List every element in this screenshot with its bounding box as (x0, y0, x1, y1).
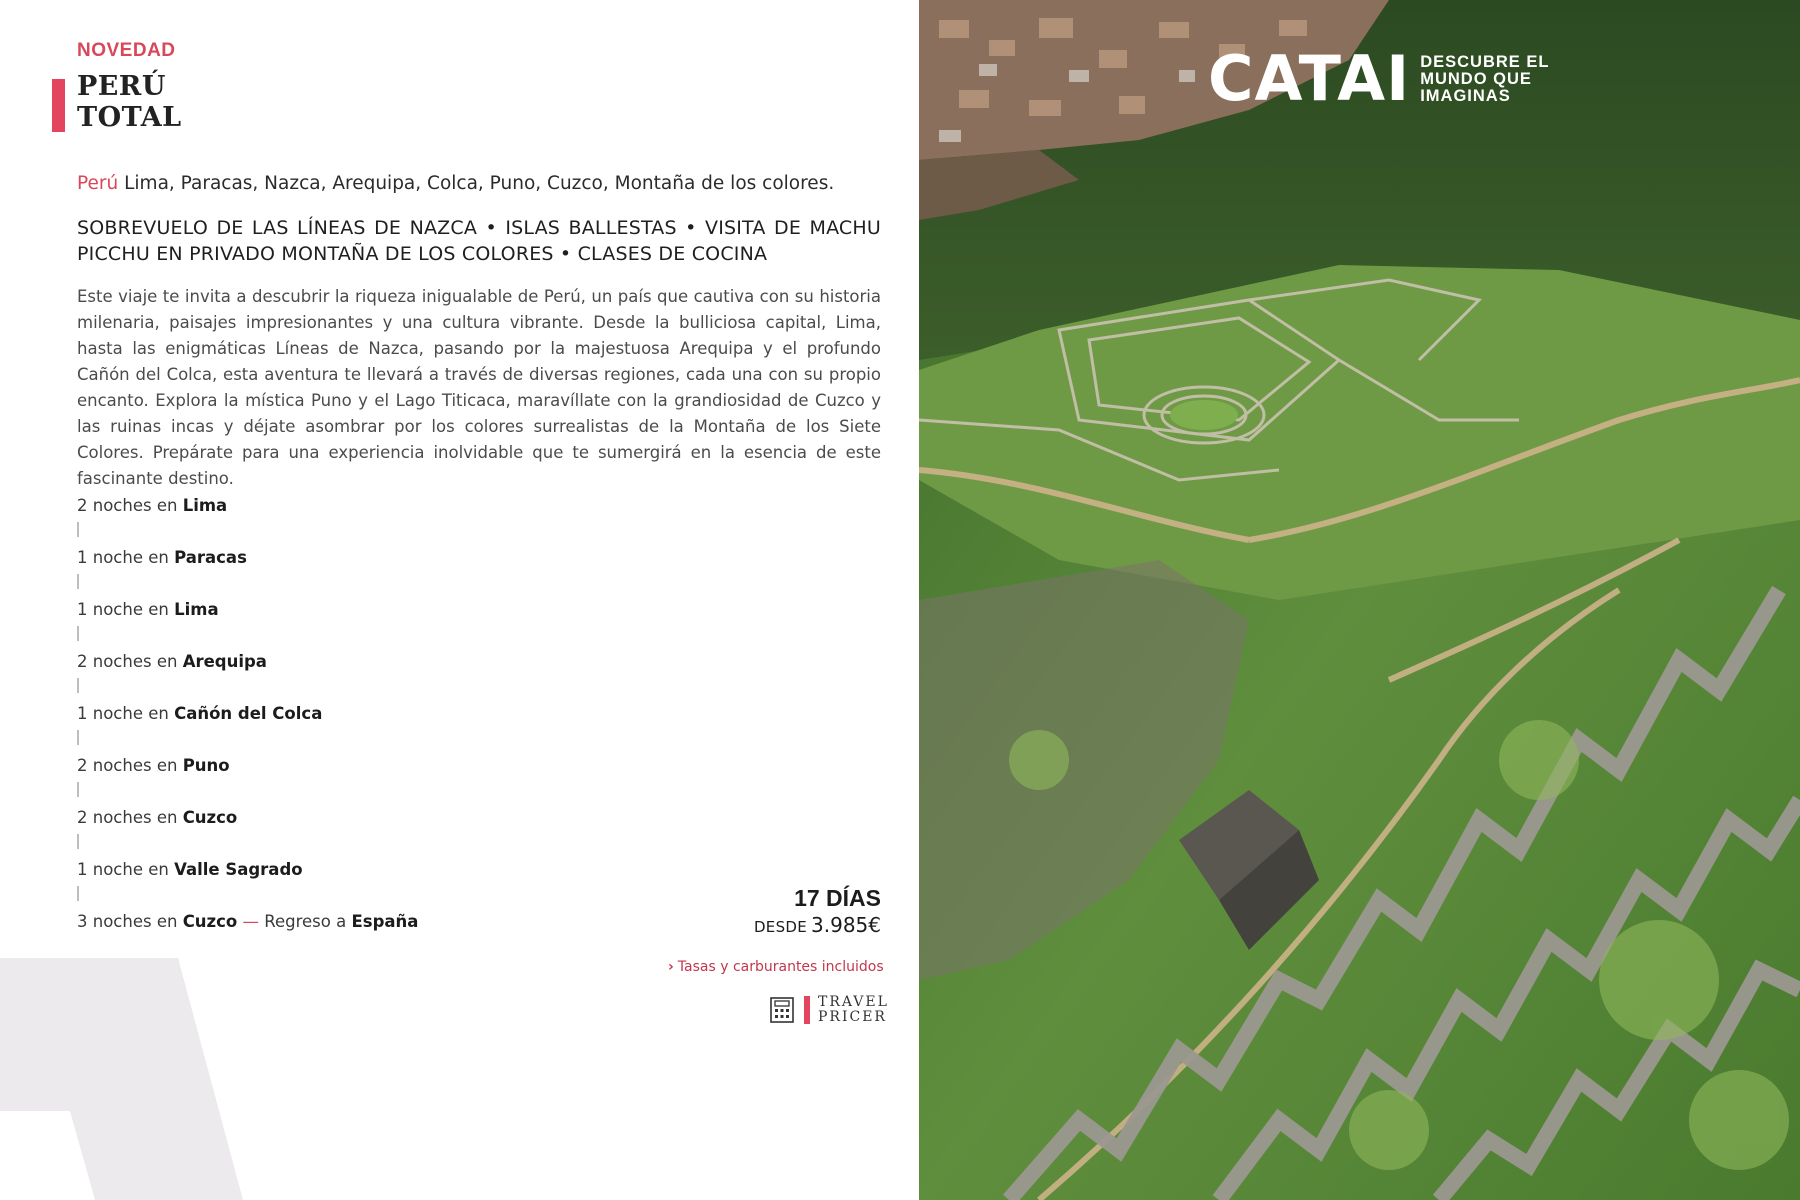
itinerary-separator (77, 886, 79, 901)
itinerary-separator (77, 782, 79, 797)
itinerary-separator (77, 522, 79, 537)
brand-name: CATAI (1208, 42, 1411, 115)
title-line-2: TOTAL (77, 102, 182, 133)
itinerary-separator (77, 834, 79, 849)
travel-pricer-line-1: TRAVEL (818, 994, 889, 1010)
itinerary-item (77, 701, 418, 753)
itinerary-place: Valle Sagrado (174, 860, 303, 879)
travel-pricer-text (818, 995, 889, 1025)
itinerary-nights: 1 noche en (77, 548, 169, 567)
itinerary-place: Cuzco (182, 912, 238, 931)
itinerary-item (77, 805, 418, 857)
itinerary-separator (77, 678, 79, 693)
brand-tagline (1420, 54, 1549, 105)
itinerary-item (77, 753, 418, 805)
itinerary-place: Lima (174, 600, 219, 619)
itinerary-item (77, 857, 418, 909)
page-title (77, 71, 182, 133)
itinerary-nights: 3 noches en (77, 912, 178, 931)
brand-tagline-line-2: MUNDO QUE (1420, 69, 1532, 88)
itinerary-item (77, 545, 418, 597)
kicker-label: NOVEDAD (77, 40, 176, 61)
right-page (919, 0, 1800, 1200)
route-country: Perú (77, 173, 119, 194)
route-line (77, 173, 897, 194)
itinerary-nights: 1 noche en (77, 860, 169, 879)
itinerary-nights: 2 noches en (77, 652, 178, 671)
route-places: Lima, Paracas, Nazca, Arequipa, Colca, Puno, Cuzco, Montaña de los colores. (124, 173, 835, 194)
title-line-1: PERÚ (77, 71, 166, 102)
itinerary-return-place: España (351, 912, 419, 931)
itinerary-nights: 1 noche en (77, 600, 169, 619)
itinerary-place: Lima (182, 496, 228, 515)
itinerary-separator (77, 574, 79, 589)
aerial-ruins-photo (919, 0, 1800, 1200)
itinerary-dash: — (242, 912, 260, 931)
itinerary-separator (77, 626, 79, 641)
itinerary-nights: 2 noches en (77, 808, 178, 827)
taxes-note[interactable] (668, 959, 884, 975)
taxes-note-text: Tasas y carburantes incluidos (677, 959, 884, 975)
itinerary-list (77, 493, 418, 961)
itinerary-item (77, 597, 418, 649)
title-accent-bar (52, 79, 65, 132)
itinerary-nights: 2 noches en (77, 496, 178, 515)
itinerary-place: Cuzco (182, 808, 238, 827)
calculator-icon (770, 997, 794, 1023)
trip-highlights: SOBREVUELO DE LAS LÍNEAS DE NAZCA • ISLAS BALLESTAS • VISITA DE MACHU PICCHU EN PRIVADO MONTAÑA DE LOS COLORES • CLASES DE COCINA (77, 217, 881, 265)
trip-duration: 17 DÍAS (794, 885, 881, 911)
itinerary-place: Cañón del Colca (174, 704, 323, 723)
itinerary-place: Puno (182, 756, 230, 775)
price-amount: 3.985€ (811, 913, 881, 937)
price-from (461, 912, 881, 940)
price-box (461, 884, 881, 940)
itinerary-place: Paracas (174, 548, 247, 567)
trip-description: Este viaje te invita a descubrir la riqueza inigualable de Perú, un país que cautiva con su historia milenaria, paisajes impresionantes y una cultura vibrante. Desde la bulliciosa capital, Lima, hasta las enigmáticas Líneas de Nazca, pasando por la majestuosa Arequipa y el profundo Cañón del Colca, esta aventura te llevará a través de diversas regiones, cada una con su propio encanto. Explora la mística Puno y el Lago Titicaca, maravíllate con la grandiosidad de Cuzco y las ruinas incas y déjate asombrar por los colores surrealistas de la Montaña de los Siete Colores. Prepárate para una experiencia inolvidable que te sumergirá en la esencia de este fascinante destino. (77, 287, 881, 488)
travel-pricer-logo (770, 995, 889, 1025)
price-from-label: DESDE (753, 918, 808, 936)
brand-tagline-line-3: IMAGINAS (1420, 86, 1511, 105)
travel-pricer-line-2: PRICER (818, 1009, 887, 1025)
itinerary-item (77, 649, 418, 701)
brand-tagline-line-1: DESCUBRE EL (1420, 52, 1550, 71)
itinerary-separator (77, 730, 79, 745)
itinerary-nights: 2 noches en (77, 756, 178, 775)
itinerary-item (77, 909, 418, 961)
itinerary-nights: 1 noche en (77, 704, 169, 723)
brand-logo (1208, 44, 1549, 114)
itinerary-return-label: Regreso a (264, 912, 347, 931)
itinerary-place: Arequipa (182, 652, 267, 671)
itinerary-item (77, 493, 418, 545)
chevron-right-icon: › (668, 959, 674, 975)
travel-pricer-bar (804, 996, 810, 1024)
